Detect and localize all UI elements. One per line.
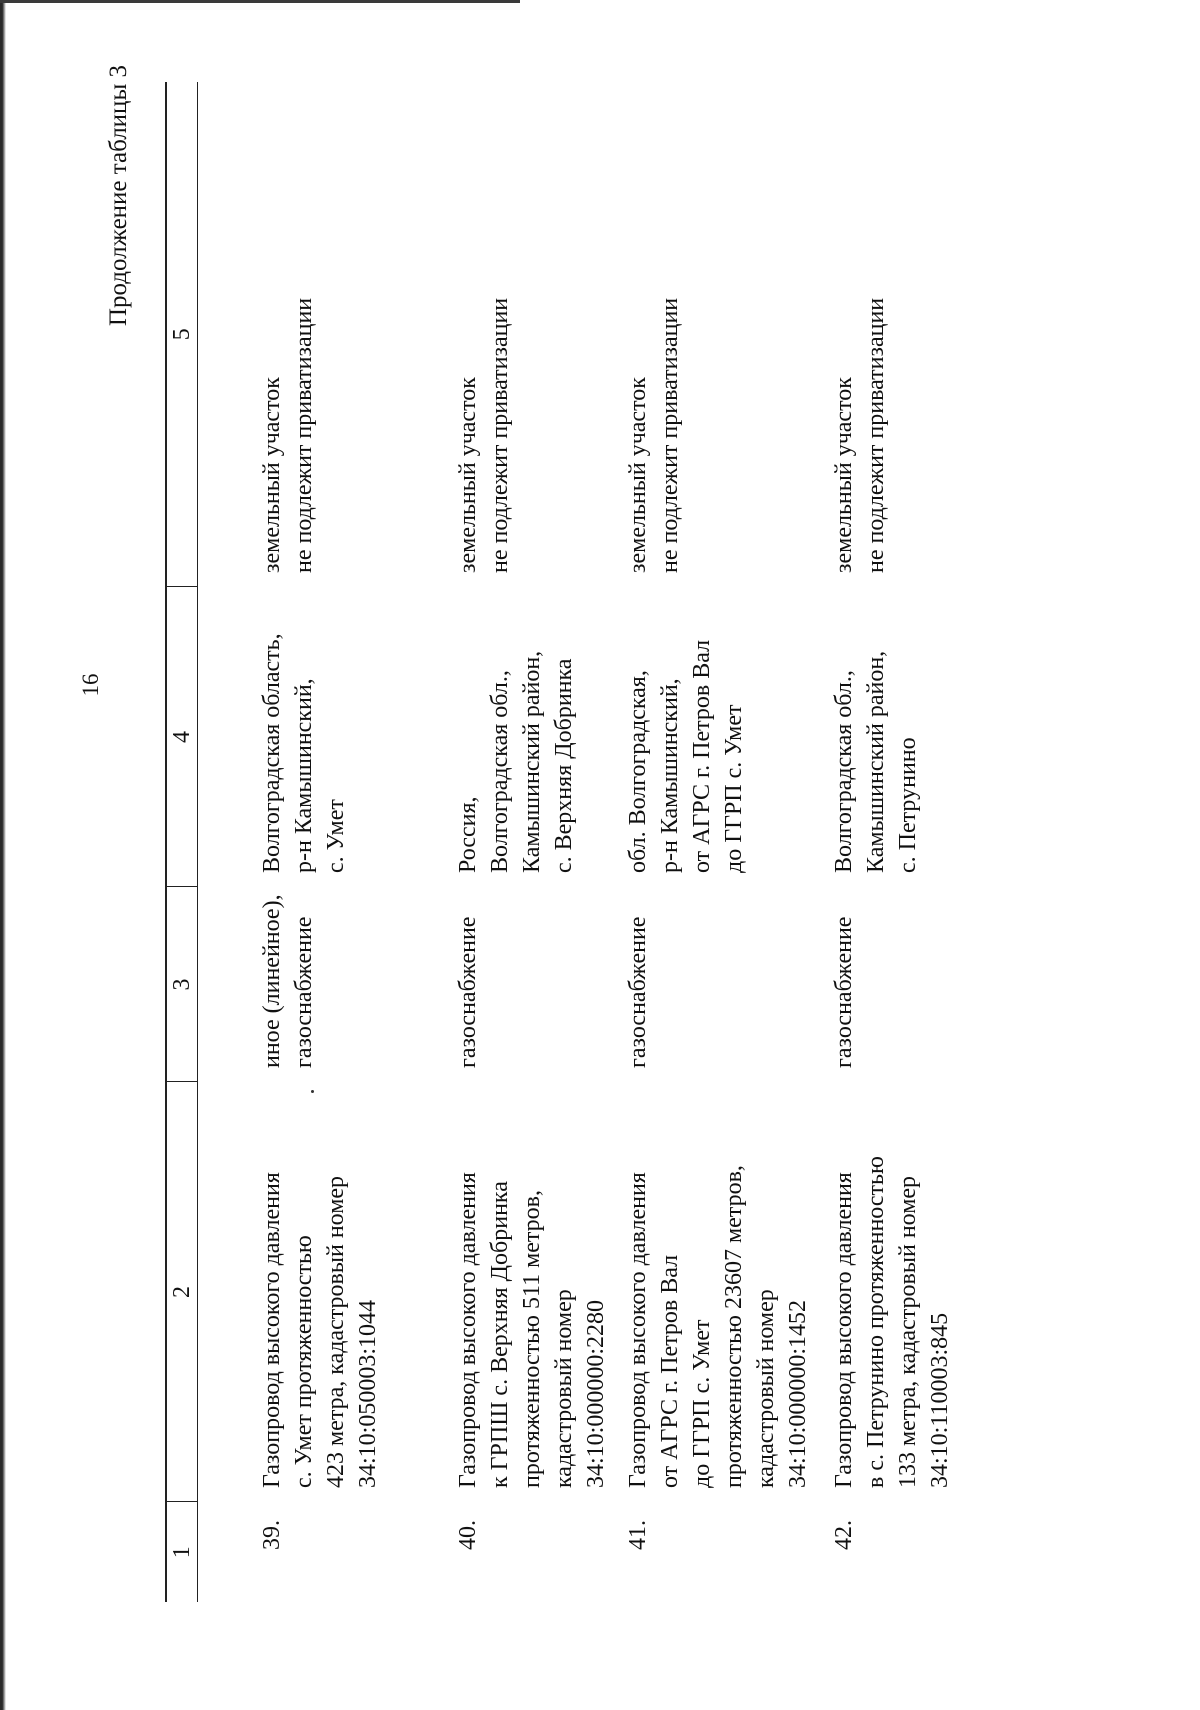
address-line: от АГРС г. Петров Вал [689, 639, 715, 873]
address-cell [198, 587, 385, 887]
object-name-line: 133 метра, кадастровый номер [895, 1175, 921, 1488]
address-line: р-н Камышинский, [657, 678, 683, 873]
table-row [198, 82, 385, 1602]
purpose-cell [198, 887, 385, 1082]
column-header-5: 5 [166, 82, 198, 587]
column-header-2: 2 [166, 1082, 198, 1502]
note-line: не подлежит приватизации [291, 297, 317, 573]
column-header-3: 3 [166, 887, 198, 1082]
object-name-line: Газопровод высокого давления [625, 1172, 651, 1488]
object-name-line: кадастровый номер [753, 1289, 779, 1488]
object-name-line: к ГРПШ с. Верхняя Добринка [487, 1181, 513, 1488]
object-name-line: 34:10:110003:845 [927, 1312, 953, 1488]
object-name-line: в с. Петрунино протяженностью [863, 1156, 889, 1488]
address-line: Камышинский район, [863, 650, 889, 873]
address-line: с. Умет [323, 799, 349, 873]
address-line: Волгоградская обл., [831, 670, 857, 873]
purpose-line: иное (линейное), [259, 894, 285, 1068]
address-cell [384, 587, 612, 887]
object-name-line: с. Умет протяженностью [291, 1235, 317, 1488]
note-cell [612, 82, 814, 587]
purpose-cell [814, 887, 956, 1082]
purpose-line: газоснабжение [455, 916, 481, 1068]
object-name-line: протяженностью 23607 метров, [721, 1165, 747, 1488]
table-row [612, 82, 814, 1602]
note-cell [384, 82, 612, 587]
object-name-line: 423 метра, кадастровый номер [323, 1175, 349, 1488]
note-cell [814, 82, 956, 587]
address-line: Волгоградская область, [259, 633, 285, 873]
table-row [814, 82, 956, 1602]
note-line: земельный участок [625, 377, 651, 573]
row-number: 41. [625, 1520, 651, 1550]
column-header-1: 1 [166, 1502, 198, 1602]
object-name-line: от АГРС г. Петров Вал [657, 1254, 683, 1488]
object-name-line: 34:10:050003:1044 [355, 1299, 381, 1488]
note-line: земельный участок [455, 377, 481, 573]
object-name-line: Газопровод высокого давления [831, 1172, 857, 1488]
object-name-cell [384, 1082, 612, 1502]
column-header-4: 4 [166, 587, 198, 887]
object-name-line: Газопровод высокого давления [259, 1172, 285, 1488]
object-name-cell [198, 1082, 385, 1502]
purpose-line: газоснабжение [625, 916, 651, 1068]
address-line: с. Верхняя Добринка [551, 658, 577, 873]
address-line: Волгоградская обл., [487, 670, 513, 873]
object-name-line: протяженностью 511 метров, [519, 1189, 545, 1488]
address-line: с. Петрунино [895, 737, 921, 873]
object-name-cell [612, 1082, 814, 1502]
table-row [384, 82, 612, 1602]
note-line: земельный участок [831, 377, 857, 573]
object-name-line: кадастровый номер [551, 1289, 577, 1488]
object-name-line: 34:10:000000:2280 [583, 1299, 609, 1488]
row-number: 40. [455, 1520, 481, 1550]
row-number: 39. [259, 1520, 285, 1550]
address-line: Камышинский район, [519, 650, 545, 873]
address-cell [814, 587, 956, 887]
object-name-cell [814, 1082, 956, 1502]
object-name-line: 34:10:000000:1452 [785, 1299, 811, 1488]
note-line: не подлежит приватизации [487, 297, 513, 573]
table-header-row [166, 82, 198, 1602]
property-table [165, 82, 956, 1602]
object-name-line: Газопровод высокого давления [455, 1172, 481, 1488]
row-number: 42. [831, 1520, 857, 1550]
note-cell [198, 82, 385, 587]
address-cell [612, 587, 814, 887]
table-caption: Продолжение таблицы 3 [105, 65, 132, 327]
page-number: 16 [78, 673, 103, 697]
address-line: р-н Камышинский, [291, 678, 317, 873]
address-line: Россия, [455, 796, 481, 873]
purpose-cell [384, 887, 612, 1082]
purpose-line: газоснабжение [291, 916, 317, 1068]
purpose-cell [612, 887, 814, 1082]
address-line: обл. Волгоградская, [625, 670, 651, 873]
note-line: не подлежит приватизации [657, 297, 683, 573]
object-name-line: до ГГРП с. Умет [689, 1319, 715, 1488]
note-line: земельный участок [259, 377, 285, 573]
purpose-line: газоснабжение [831, 916, 857, 1068]
note-line: не подлежит приватизации [863, 297, 889, 573]
address-line: до ГГРП с. Умет [721, 704, 747, 873]
